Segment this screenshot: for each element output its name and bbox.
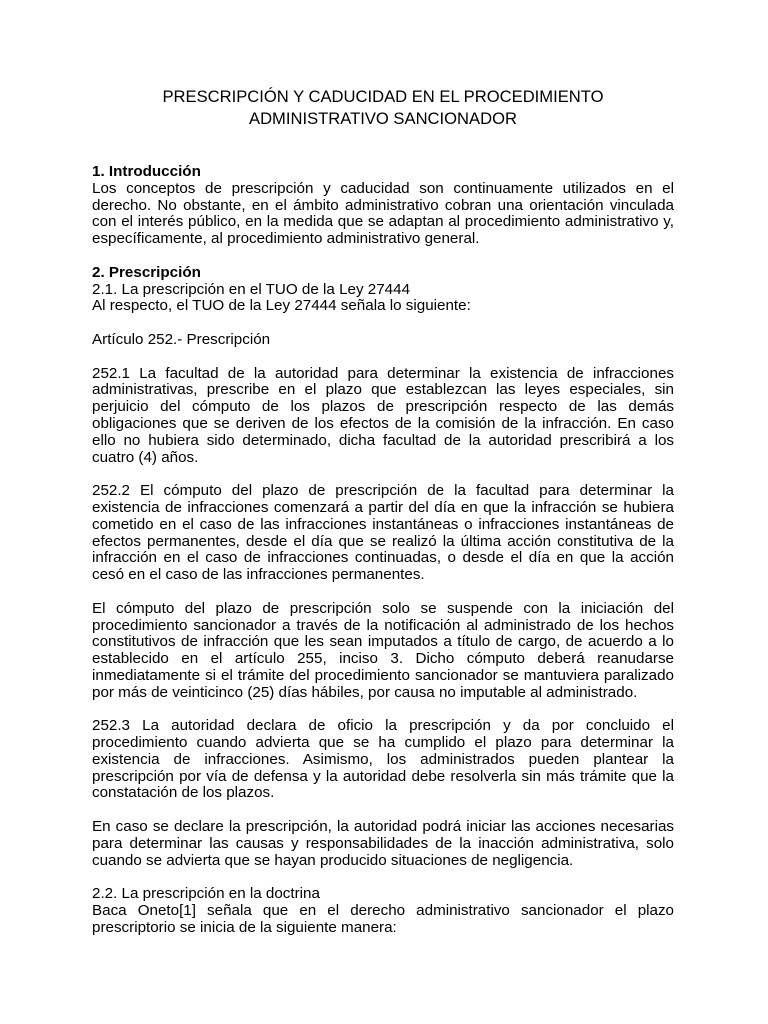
- section-heading-introduccion: 1. Introducción: [92, 163, 201, 180]
- articulo-heading: Artículo 252.- Prescripción: [92, 330, 271, 348]
- paragraph-en-caso: En caso se declare la prescripción, la autoridad podrá iniciar las acciones necesarias para determinar las causas y responsabilidades de la inacción administrativa, solo cuando se advierta que se hayan producido situaciones de negligencia.: [92, 818, 674, 869]
- paragraph-252-1: 252.1 La facultad de la autoridad para determinar la existencia de infracciones administrativas, prescribe en el plazo que establezcan las leyes especiales, sin perjuicio del cómputo de los plazos de prescripción respecto de las demás obligaciones que se deriven de los efectos de la comisión de la infracción. En caso ello no hubiera sido determinado, dicha facultad de la autoridad prescribirá a los cuatro (4) años.: [92, 364, 674, 466]
- subheading-2-2: 2.2. La prescripción en la doctrina: [92, 885, 320, 903]
- subheading-2-1: 2.1. La prescripción en el TUO de la Ley 27444: [92, 280, 411, 298]
- section-heading-prescripcion: 2. Prescripción: [92, 263, 201, 281]
- paragraph-introduccion: Los conceptos de prescripción y caducidad son continuamente utilizados en el derecho. No obstante, en el ámbito administrativo cobran una orientación vinculada con el interés público, en la medida que se adaptan al procedimiento administrativo y, específicamente, al procedimiento administrativo general.: [92, 179, 674, 248]
- paragraph-computo: El cómputo del plazo de prescripción solo se suspende con la iniciación del procedimiento sancionador a través de la notificación al administrado de los hechos constitutivos de infracción que les sean imputados a título de cargo, de acuerdo a lo establecido en el artículo 255, inciso 3. Dicho cómputo deberá reanudarse inmediatamente si el trámite del procedimiento sancionador se mantuviera paralizado por más de veinticinco (25) días hábiles, por causa no imputable al administrado.: [92, 599, 674, 701]
- paragraph-252-2: 252.2 El cómputo del plazo de prescripción de la facultad para determinar la existencia de infracciones comenzará a partir del día en que la infracción se hubiera cometido en el caso de las infracciones instantáneas o infracciones instantáneas de efectos permanentes, desde el día que se realizó la última acción constitutiva de la infracción en el caso de infracciones continuadas, o desde el día en que la acción cesó en el caso de las infracciones permanentes.: [92, 482, 674, 584]
- document-title: [92, 86, 674, 129]
- paragraph-baca-oneto: Baca Oneto[1] señala que en el derecho administrativo sancionador el plazo prescriptorio se inicia de la siguiente manera:: [92, 902, 674, 936]
- document-title-line-1: PRESCRIPCIÓN Y CADUCIDAD EN EL PROCEDIMIENTO: [162, 87, 604, 106]
- document-page: [92, 86, 674, 937]
- paragraph-252-3: 252.3 La autoridad declara de oficio la prescripción y da por concluido el procedimiento cuando advierta que se ha cumplido el plazo para determinar la existencia de infracciones. Asimismo, los administrados pueden plantear la prescripción por vía de defensa y la autoridad debe resolverla sin más trámite que la constatación de los plazos.: [92, 717, 674, 802]
- document-title-line-2: ADMINISTRATIVO SANCIONADOR: [249, 108, 517, 128]
- paragraph-al-respecto: Al respecto, el TUO de la Ley 27444 señala lo siguiente:: [92, 297, 471, 315]
